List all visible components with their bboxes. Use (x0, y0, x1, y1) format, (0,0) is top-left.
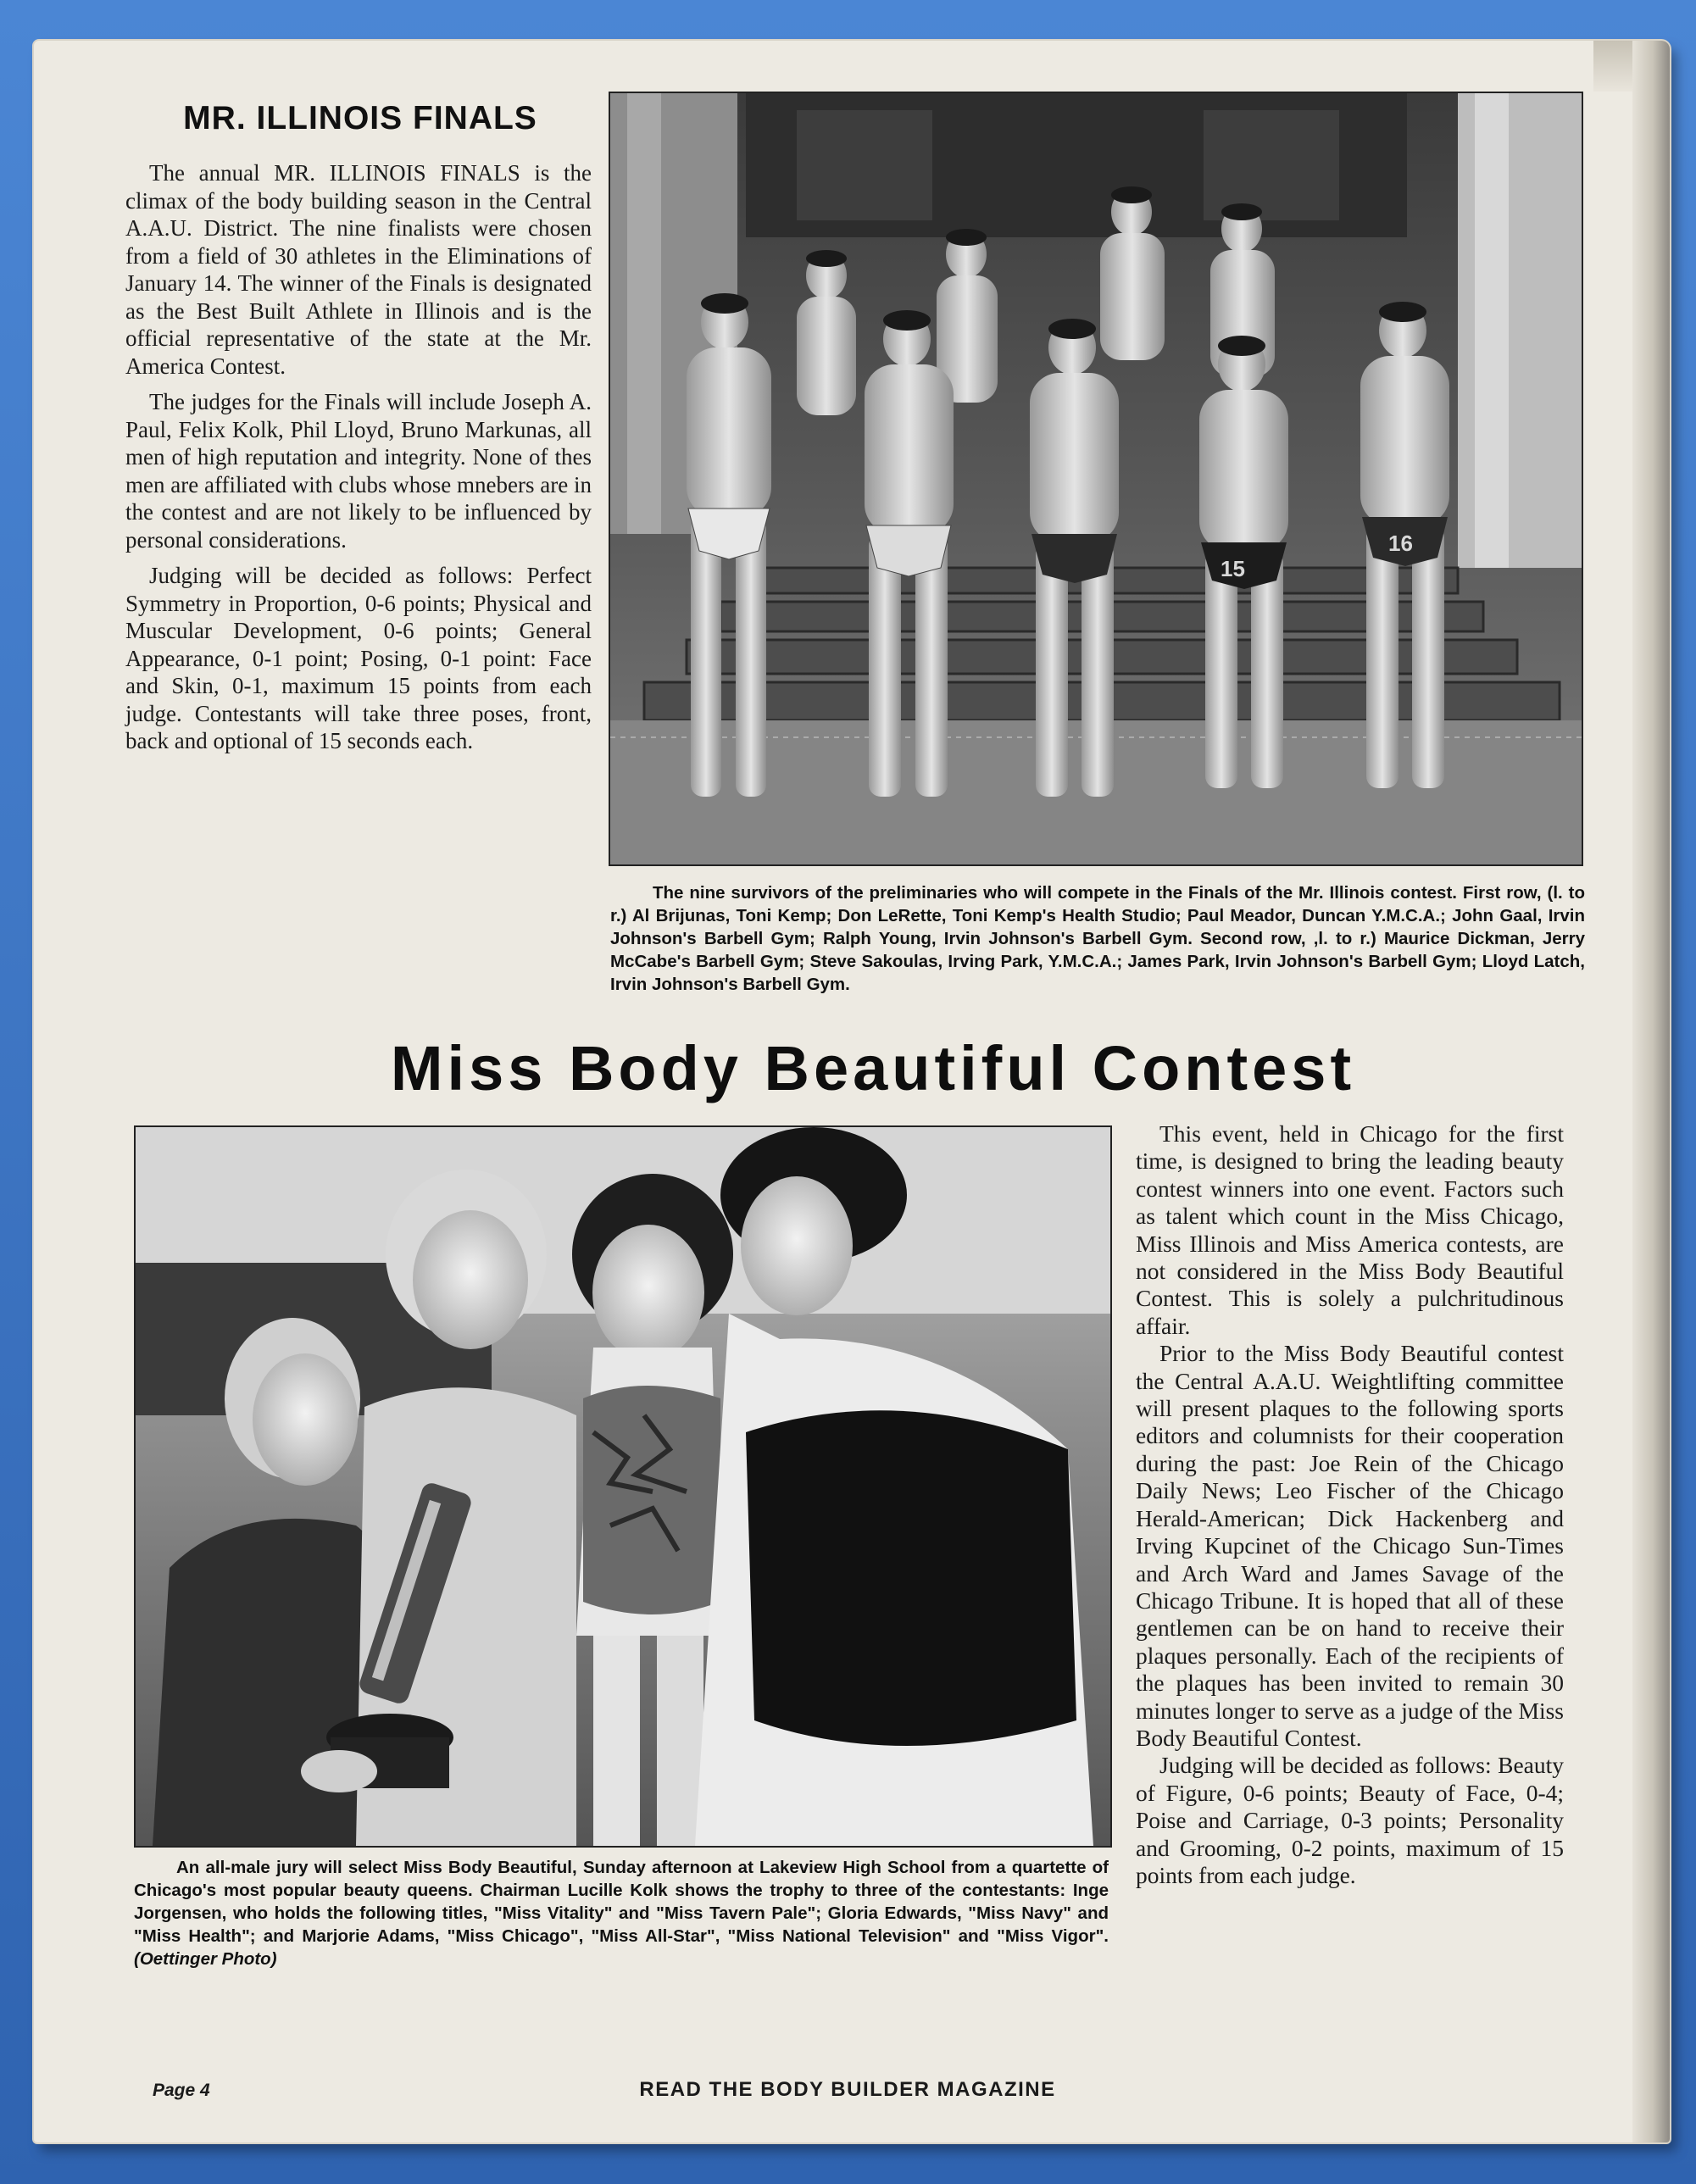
mr-illinois-title: MR. ILLINOIS FINALS (183, 100, 537, 136)
beauty-queens-photo-caption (134, 1856, 1109, 1970)
miss-body-paragraph: Prior to the Miss Body Beautiful contest the Central A.A.U. Weightlifting committee will present plaques to the following sports editors and columnists for their cooperation during the past: Joe Rein of the Chicago Daily News; Leo Fischer of the Chicago Herald-American; Dick Hackenberg and Irving Kupcinet of the Chicago Sun-Times and Arch Ward and James Savage of the Chicago Tribune. It is hoped that all of these gentlemen can be on hand to receive their plaques personally. Each of the recipients of the plaques has been invited to remain 30 minutes longer to serve as a judge of the Miss Body Beautiful Contest. (1136, 1340, 1564, 1751)
footer-tagline: READ THE BODY BUILDER MAGAZINE (639, 2078, 1056, 2101)
miss-body-beautiful-headline: Miss Body Beautiful Contest (390, 1033, 1356, 1103)
page-binding (1632, 41, 1670, 2142)
beauty-queens-photo (134, 1125, 1112, 1848)
miss-body-paragraph: Judging will be decided as follows: Beauty of Figure, 0-6 points; Beauty of Face, 0-4; Poise and Carriage, 0-3 points; Personality and Grooming, 0-2 points, maximum of 15 points from each judge. (1136, 1752, 1564, 1888)
trunks-number-15: 15 (1221, 556, 1245, 581)
photo-credit: (Oettinger Photo) (134, 1949, 277, 1969)
miss-body-article (1136, 1120, 1564, 1889)
bodybuilders-photo-caption (610, 881, 1585, 996)
page-number: Page 4 (153, 2081, 210, 2100)
mr-illinois-body (125, 159, 592, 764)
bodybuilders-photo (609, 92, 1583, 866)
trunks-number-16: 16 (1388, 531, 1413, 556)
miss-body-paragraph: This event, held in Chicago for the first time, is designed to bring the leading beauty contest winners into one event. Factors such as talent which count in the Miss Chicago, Miss Illinois and Miss America contests, are not considered in the Miss Body Beautiful Contest. This is solely a pulchritudinous affair. (1136, 1120, 1564, 1339)
caption-body (134, 1856, 1109, 1970)
mr-illinois-paragraph: The judges for the Finals will include Joseph A. Paul, Felix Kolk, Phil Lloyd, Bruno Markunas, all men of high reputation and integrity. None of thes men are affiliated with clubs whose mnebers are in the contest and are not likely to be influenced by personal considerations. (125, 389, 592, 553)
caption-text: An all-male jury will select Miss Body Beautiful, Sunday afternoon at Lakeview High School from a quartette of Chicago's most popular beauty queens. Chairman Lucille Kolk shows the trophy to three of the contestants: Inge Jorgensen, who holds the following titles, "Miss Vitality" and "Miss Tavern Pale"; Gloria Edwards, "Miss Navy" and "Miss Health"; and Marjorie Adams, "Miss Chicago", "Miss All-Star", "Miss National Television" and "Miss Vigor". (134, 1858, 1109, 1946)
mr-illinois-paragraph: Judging will be decided as follows: Perfect Symmetry in Proportion, 0-6 points; Physical and Muscular Development, 0-6 points; General Appearance, 0-1 point; Posing, 0-1 point: Face and Skin, 0-1, maximum 15 points from each judge. Contestants will take three poses, front, back and optional of 15 seconds each. (125, 563, 592, 753)
caption-text: The nine survivors of the preliminaries who will compete in the Finals of the Mr. Illinois contest. First row, (l. to r.) Al Brijunas, Toni Kemp; Don LeRette, Toni Kemp's Health Studio; Paul Meador, Duncan Y.M.C.A.; John Gaal, Irvin Johnson's Barbell Gym; Ralph Young, Irvin Johnson's Barbell Gym. Second row, ,l. to r.) Maurice Dickman, Jerry McCabe's Barbell Gym; Steve Sakoulas, Irving Park, Y.M.C.A.; James Park, Irvin Johnson's Barbell Gym; Lloyd Latch, Irvin Johnson's Barbell Gym. (610, 883, 1585, 994)
mr-illinois-paragraph: The annual MR. ILLINOIS FINALS is the climax of the body building season in the Central A.A.U. District. The nine finalists were chosen from a field of 30 athletes in the Eliminations of January 14. The winner of the Finals is designated as the Best Built Athlete in Illinois and is the official representative of the state at the Mr. America Contest. (125, 160, 592, 379)
